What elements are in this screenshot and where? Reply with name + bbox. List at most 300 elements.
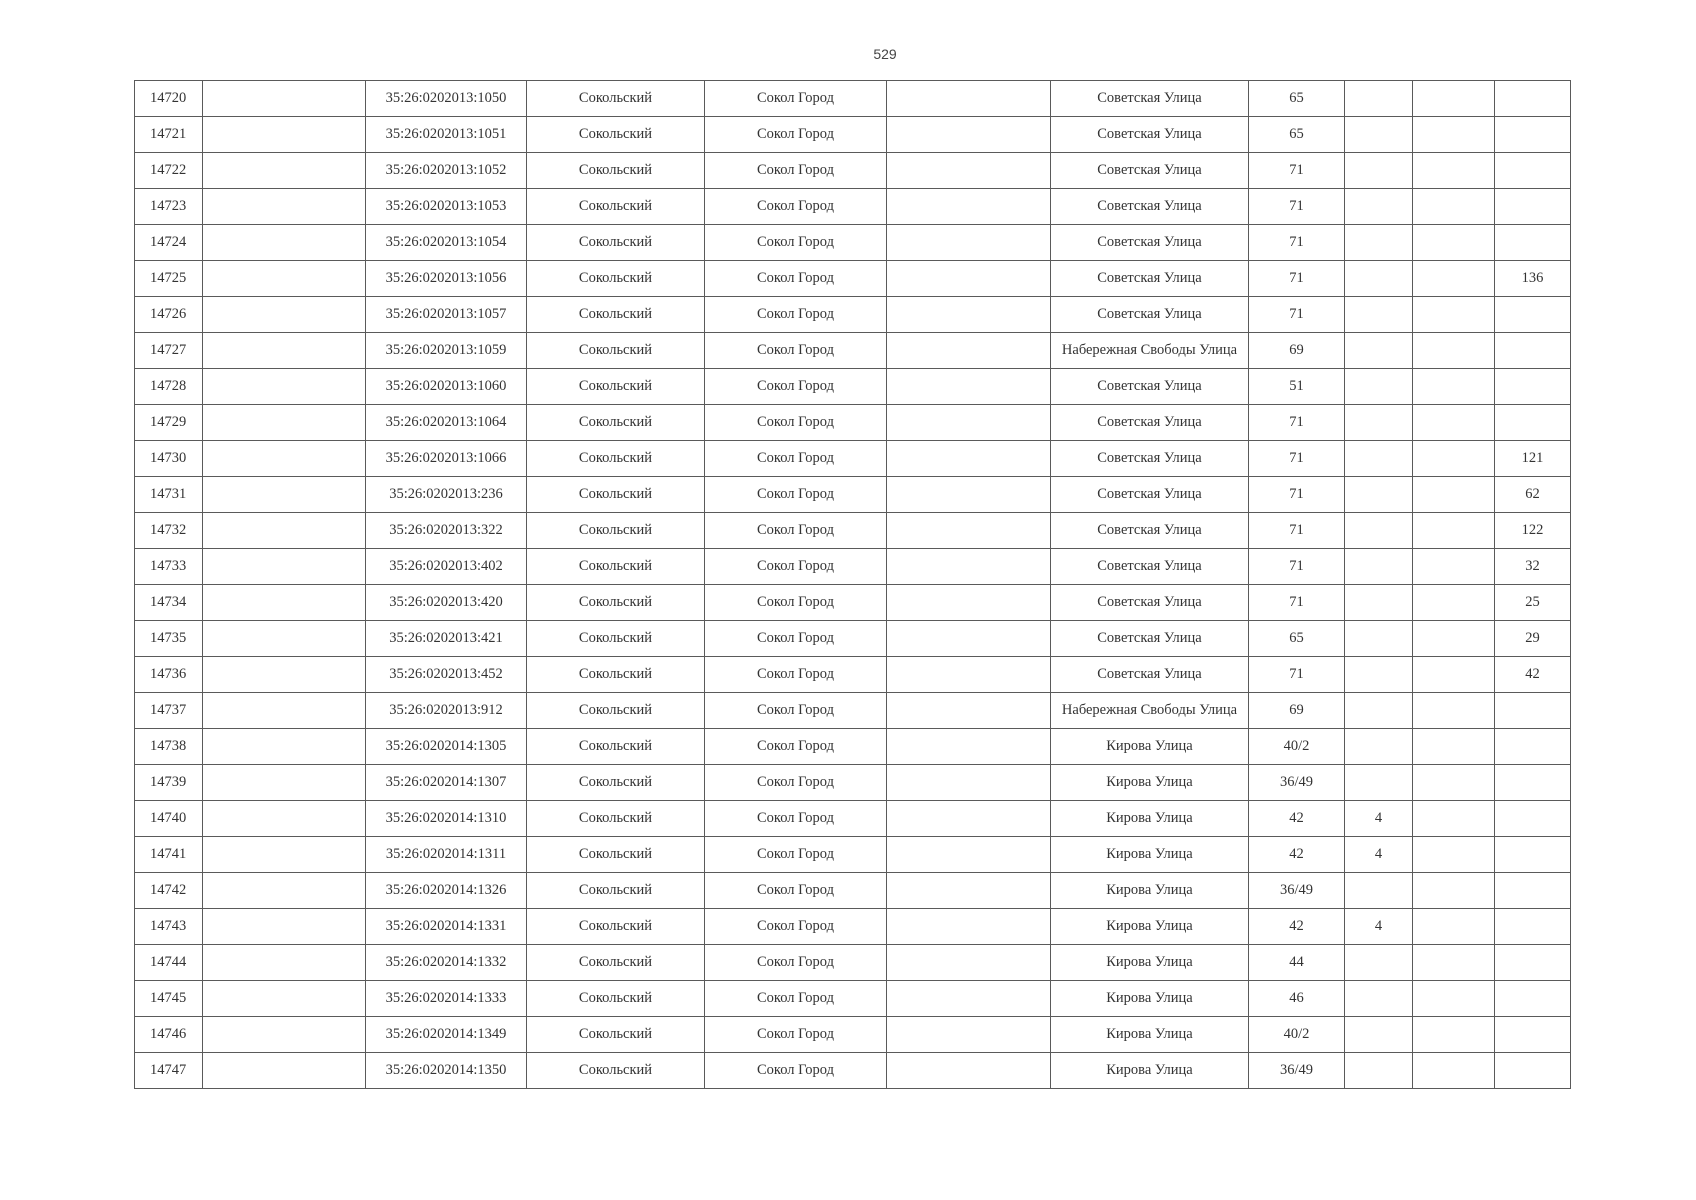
house-cell: 71 bbox=[1249, 405, 1345, 441]
house-cell: 69 bbox=[1249, 693, 1345, 729]
street-cell: Кирова Улица bbox=[1051, 945, 1249, 981]
cadastral-number-cell: 35:26:0202013:1054 bbox=[366, 225, 527, 261]
building-cell bbox=[1345, 225, 1413, 261]
table-row bbox=[135, 801, 1571, 837]
locality-cell: Сокол Город bbox=[705, 585, 887, 621]
locality-cell: Сокол Город bbox=[705, 513, 887, 549]
district-cell: Сокольский bbox=[527, 1017, 705, 1053]
building-cell bbox=[1345, 513, 1413, 549]
house-cell: 36/49 bbox=[1249, 873, 1345, 909]
street-cell: Советская Улица bbox=[1051, 513, 1249, 549]
street-cell: Советская Улица bbox=[1051, 549, 1249, 585]
empty-cell bbox=[1413, 729, 1495, 765]
table-row bbox=[135, 333, 1571, 369]
building-cell: 4 bbox=[1345, 909, 1413, 945]
empty-cell bbox=[887, 945, 1051, 981]
row-number-cell: 14723 bbox=[135, 189, 203, 225]
empty-cell bbox=[203, 945, 366, 981]
street-cell: Кирова Улица bbox=[1051, 837, 1249, 873]
table-row bbox=[135, 693, 1571, 729]
empty-cell bbox=[887, 657, 1051, 693]
row-number-cell: 14746 bbox=[135, 1017, 203, 1053]
empty-cell bbox=[1413, 801, 1495, 837]
row-number-cell: 14737 bbox=[135, 693, 203, 729]
empty-cell bbox=[887, 1053, 1051, 1089]
apartment-cell bbox=[1495, 909, 1571, 945]
empty-cell bbox=[887, 261, 1051, 297]
empty-cell bbox=[1413, 549, 1495, 585]
table-row bbox=[135, 297, 1571, 333]
empty-cell bbox=[1413, 909, 1495, 945]
building-cell bbox=[1345, 117, 1413, 153]
row-number-cell: 14745 bbox=[135, 981, 203, 1017]
empty-cell bbox=[1413, 621, 1495, 657]
cadastral-number-cell: 35:26:0202014:1332 bbox=[366, 945, 527, 981]
house-cell: 71 bbox=[1249, 189, 1345, 225]
house-cell: 71 bbox=[1249, 153, 1345, 189]
table-row bbox=[135, 549, 1571, 585]
building-cell bbox=[1345, 549, 1413, 585]
apartment-cell: 42 bbox=[1495, 657, 1571, 693]
empty-cell bbox=[1413, 585, 1495, 621]
cadastral-number-cell: 35:26:0202014:1349 bbox=[366, 1017, 527, 1053]
apartment-cell bbox=[1495, 333, 1571, 369]
empty-cell bbox=[887, 225, 1051, 261]
locality-cell: Сокол Город bbox=[705, 729, 887, 765]
table-row bbox=[135, 513, 1571, 549]
apartment-cell: 121 bbox=[1495, 441, 1571, 477]
street-cell: Кирова Улица bbox=[1051, 765, 1249, 801]
cadastral-number-cell: 35:26:0202013:452 bbox=[366, 657, 527, 693]
apartment-cell: 136 bbox=[1495, 261, 1571, 297]
cadastral-number-cell: 35:26:0202014:1310 bbox=[366, 801, 527, 837]
house-cell: 71 bbox=[1249, 477, 1345, 513]
row-number-cell: 14729 bbox=[135, 405, 203, 441]
district-cell: Сокольский bbox=[527, 585, 705, 621]
row-number-cell: 14722 bbox=[135, 153, 203, 189]
table-row bbox=[135, 1017, 1571, 1053]
locality-cell: Сокол Город bbox=[705, 693, 887, 729]
locality-cell: Сокол Город bbox=[705, 117, 887, 153]
empty-cell bbox=[203, 477, 366, 513]
apartment-cell: 29 bbox=[1495, 621, 1571, 657]
building-cell bbox=[1345, 981, 1413, 1017]
apartment-cell bbox=[1495, 873, 1571, 909]
row-number-cell: 14731 bbox=[135, 477, 203, 513]
row-number-cell: 14726 bbox=[135, 297, 203, 333]
building-cell bbox=[1345, 405, 1413, 441]
row-number-cell: 14739 bbox=[135, 765, 203, 801]
cadastral-number-cell: 35:26:0202013:421 bbox=[366, 621, 527, 657]
apartment-cell bbox=[1495, 153, 1571, 189]
locality-cell: Сокол Город bbox=[705, 873, 887, 909]
street-cell: Советская Улица bbox=[1051, 297, 1249, 333]
empty-cell bbox=[887, 909, 1051, 945]
locality-cell: Сокол Город bbox=[705, 1017, 887, 1053]
street-cell: Кирова Улица bbox=[1051, 1053, 1249, 1089]
empty-cell bbox=[887, 549, 1051, 585]
building-cell bbox=[1345, 333, 1413, 369]
empty-cell bbox=[1413, 693, 1495, 729]
empty-cell bbox=[1413, 513, 1495, 549]
house-cell: 69 bbox=[1249, 333, 1345, 369]
district-cell: Сокольский bbox=[527, 909, 705, 945]
row-number-cell: 14733 bbox=[135, 549, 203, 585]
locality-cell: Сокол Город bbox=[705, 477, 887, 513]
building-cell bbox=[1345, 369, 1413, 405]
house-cell: 42 bbox=[1249, 909, 1345, 945]
district-cell: Сокольский bbox=[527, 549, 705, 585]
empty-cell bbox=[203, 909, 366, 945]
table-row bbox=[135, 729, 1571, 765]
row-number-cell: 14747 bbox=[135, 1053, 203, 1089]
building-cell bbox=[1345, 765, 1413, 801]
empty-cell bbox=[887, 981, 1051, 1017]
street-cell: Советская Улица bbox=[1051, 441, 1249, 477]
street-cell: Советская Улица bbox=[1051, 117, 1249, 153]
street-cell: Советская Улица bbox=[1051, 477, 1249, 513]
table-row bbox=[135, 909, 1571, 945]
empty-cell bbox=[1413, 261, 1495, 297]
cadastral-number-cell: 35:26:0202013:322 bbox=[366, 513, 527, 549]
apartment-cell bbox=[1495, 945, 1571, 981]
apartment-cell bbox=[1495, 297, 1571, 333]
district-cell: Сокольский bbox=[527, 117, 705, 153]
house-cell: 71 bbox=[1249, 585, 1345, 621]
empty-cell bbox=[887, 513, 1051, 549]
building-cell bbox=[1345, 297, 1413, 333]
cadastral-number-cell: 35:26:0202013:1050 bbox=[366, 81, 527, 117]
empty-cell bbox=[1413, 981, 1495, 1017]
table-row bbox=[135, 441, 1571, 477]
row-number-cell: 14741 bbox=[135, 837, 203, 873]
house-cell: 40/2 bbox=[1249, 729, 1345, 765]
building-cell bbox=[1345, 477, 1413, 513]
apartment-cell: 122 bbox=[1495, 513, 1571, 549]
street-cell: Советская Улица bbox=[1051, 189, 1249, 225]
apartment-cell bbox=[1495, 117, 1571, 153]
building-cell bbox=[1345, 729, 1413, 765]
empty-cell bbox=[203, 261, 366, 297]
apartment-cell bbox=[1495, 225, 1571, 261]
empty-cell bbox=[1413, 1053, 1495, 1089]
house-cell: 71 bbox=[1249, 441, 1345, 477]
table-row bbox=[135, 873, 1571, 909]
table-row bbox=[135, 945, 1571, 981]
house-cell: 65 bbox=[1249, 117, 1345, 153]
cadastral-number-cell: 35:26:0202014:1350 bbox=[366, 1053, 527, 1089]
district-cell: Сокольский bbox=[527, 441, 705, 477]
row-number-cell: 14735 bbox=[135, 621, 203, 657]
empty-cell bbox=[887, 1017, 1051, 1053]
empty-cell bbox=[1413, 117, 1495, 153]
empty-cell bbox=[203, 333, 366, 369]
table-row bbox=[135, 621, 1571, 657]
empty-cell bbox=[887, 189, 1051, 225]
street-cell: Советская Улица bbox=[1051, 81, 1249, 117]
locality-cell: Сокол Город bbox=[705, 441, 887, 477]
empty-cell bbox=[203, 405, 366, 441]
empty-cell bbox=[203, 693, 366, 729]
row-number-cell: 14740 bbox=[135, 801, 203, 837]
locality-cell: Сокол Город bbox=[705, 1053, 887, 1089]
apartment-cell bbox=[1495, 801, 1571, 837]
apartment-cell bbox=[1495, 189, 1571, 225]
apartment-cell bbox=[1495, 405, 1571, 441]
locality-cell: Сокол Город bbox=[705, 801, 887, 837]
apartment-cell bbox=[1495, 1053, 1571, 1089]
house-cell: 40/2 bbox=[1249, 1017, 1345, 1053]
house-cell: 42 bbox=[1249, 837, 1345, 873]
row-number-cell: 14744 bbox=[135, 945, 203, 981]
empty-cell bbox=[1413, 873, 1495, 909]
street-cell: Советская Улица bbox=[1051, 153, 1249, 189]
district-cell: Сокольский bbox=[527, 405, 705, 441]
empty-cell bbox=[887, 117, 1051, 153]
cadastral-number-cell: 35:26:0202013:1053 bbox=[366, 189, 527, 225]
cadastral-number-cell: 35:26:0202014:1326 bbox=[366, 873, 527, 909]
empty-cell bbox=[1413, 657, 1495, 693]
district-cell: Сокольский bbox=[527, 225, 705, 261]
empty-cell bbox=[1413, 153, 1495, 189]
cadastral-number-cell: 35:26:0202014:1333 bbox=[366, 981, 527, 1017]
row-number-cell: 14725 bbox=[135, 261, 203, 297]
empty-cell bbox=[887, 585, 1051, 621]
apartment-cell: 25 bbox=[1495, 585, 1571, 621]
building-cell bbox=[1345, 261, 1413, 297]
district-cell: Сокольский bbox=[527, 261, 705, 297]
district-cell: Сокольский bbox=[527, 837, 705, 873]
house-cell: 44 bbox=[1249, 945, 1345, 981]
building-cell bbox=[1345, 873, 1413, 909]
empty-cell bbox=[203, 585, 366, 621]
house-cell: 42 bbox=[1249, 801, 1345, 837]
apartment-cell bbox=[1495, 369, 1571, 405]
district-cell: Сокольский bbox=[527, 765, 705, 801]
locality-cell: Сокол Город bbox=[705, 405, 887, 441]
empty-cell bbox=[203, 801, 366, 837]
apartment-cell bbox=[1495, 981, 1571, 1017]
building-cell: 4 bbox=[1345, 837, 1413, 873]
locality-cell: Сокол Город bbox=[705, 225, 887, 261]
empty-cell bbox=[887, 333, 1051, 369]
empty-cell bbox=[887, 729, 1051, 765]
apartment-cell: 32 bbox=[1495, 549, 1571, 585]
locality-cell: Сокол Город bbox=[705, 297, 887, 333]
building-cell bbox=[1345, 1017, 1413, 1053]
row-number-cell: 14727 bbox=[135, 333, 203, 369]
table-row bbox=[135, 189, 1571, 225]
empty-cell bbox=[203, 549, 366, 585]
empty-cell bbox=[203, 189, 366, 225]
row-number-cell: 14730 bbox=[135, 441, 203, 477]
table-row bbox=[135, 225, 1571, 261]
row-number-cell: 14736 bbox=[135, 657, 203, 693]
street-cell: Советская Улица bbox=[1051, 657, 1249, 693]
street-cell: Советская Улица bbox=[1051, 621, 1249, 657]
empty-cell bbox=[887, 297, 1051, 333]
empty-cell bbox=[203, 621, 366, 657]
empty-cell bbox=[887, 621, 1051, 657]
locality-cell: Сокол Город bbox=[705, 657, 887, 693]
street-cell: Советская Улица bbox=[1051, 369, 1249, 405]
district-cell: Сокольский bbox=[527, 297, 705, 333]
building-cell: 4 bbox=[1345, 801, 1413, 837]
cadastral-number-cell: 35:26:0202013:1066 bbox=[366, 441, 527, 477]
table-row bbox=[135, 981, 1571, 1017]
district-cell: Сокольский bbox=[527, 1053, 705, 1089]
row-number-cell: 14720 bbox=[135, 81, 203, 117]
table-row bbox=[135, 369, 1571, 405]
locality-cell: Сокол Город bbox=[705, 333, 887, 369]
street-cell: Набережная Свободы Улица bbox=[1051, 333, 1249, 369]
table-row bbox=[135, 477, 1571, 513]
district-cell: Сокольский bbox=[527, 153, 705, 189]
table-row bbox=[135, 657, 1571, 693]
empty-cell bbox=[887, 369, 1051, 405]
street-cell: Кирова Улица bbox=[1051, 873, 1249, 909]
empty-cell bbox=[1413, 81, 1495, 117]
district-cell: Сокольский bbox=[527, 333, 705, 369]
row-number-cell: 14721 bbox=[135, 117, 203, 153]
locality-cell: Сокол Город bbox=[705, 981, 887, 1017]
empty-cell bbox=[887, 837, 1051, 873]
row-number-cell: 14738 bbox=[135, 729, 203, 765]
table-row bbox=[135, 1053, 1571, 1089]
locality-cell: Сокол Город bbox=[705, 81, 887, 117]
table-row bbox=[135, 837, 1571, 873]
empty-cell bbox=[203, 873, 366, 909]
cadastral-number-cell: 35:26:0202013:1056 bbox=[366, 261, 527, 297]
cadastral-number-cell: 35:26:0202013:420 bbox=[366, 585, 527, 621]
house-cell: 71 bbox=[1249, 513, 1345, 549]
row-number-cell: 14743 bbox=[135, 909, 203, 945]
empty-cell bbox=[1413, 225, 1495, 261]
cadastral-number-cell: 35:26:0202014:1305 bbox=[366, 729, 527, 765]
street-cell: Советская Улица bbox=[1051, 585, 1249, 621]
cadastral-number-cell: 35:26:0202014:1311 bbox=[366, 837, 527, 873]
district-cell: Сокольский bbox=[527, 477, 705, 513]
district-cell: Сокольский bbox=[527, 81, 705, 117]
district-cell: Сокольский bbox=[527, 189, 705, 225]
district-cell: Сокольский bbox=[527, 513, 705, 549]
street-cell: Советская Улица bbox=[1051, 405, 1249, 441]
row-number-cell: 14728 bbox=[135, 369, 203, 405]
cadastral-number-cell: 35:26:0202014:1307 bbox=[366, 765, 527, 801]
cadastral-number-cell: 35:26:0202013:1064 bbox=[366, 405, 527, 441]
empty-cell bbox=[203, 225, 366, 261]
row-number-cell: 14724 bbox=[135, 225, 203, 261]
table-row bbox=[135, 405, 1571, 441]
apartment-cell bbox=[1495, 693, 1571, 729]
cadastral-number-cell: 35:26:0202014:1331 bbox=[366, 909, 527, 945]
locality-cell: Сокол Город bbox=[705, 369, 887, 405]
building-cell bbox=[1345, 657, 1413, 693]
district-cell: Сокольский bbox=[527, 729, 705, 765]
street-cell: Кирова Улица bbox=[1051, 981, 1249, 1017]
street-cell: Кирова Улица bbox=[1051, 729, 1249, 765]
empty-cell bbox=[203, 513, 366, 549]
empty-cell bbox=[203, 369, 366, 405]
empty-cell bbox=[203, 153, 366, 189]
house-cell: 71 bbox=[1249, 657, 1345, 693]
table-row bbox=[135, 81, 1571, 117]
street-cell: Советская Улица bbox=[1051, 261, 1249, 297]
page-number: 529 bbox=[873, 46, 897, 62]
district-cell: Сокольский bbox=[527, 945, 705, 981]
district-cell: Сокольский bbox=[527, 981, 705, 1017]
house-cell: 65 bbox=[1249, 81, 1345, 117]
apartment-cell bbox=[1495, 729, 1571, 765]
street-cell: Набережная Свободы Улица bbox=[1051, 693, 1249, 729]
house-cell: 36/49 bbox=[1249, 1053, 1345, 1089]
building-cell bbox=[1345, 693, 1413, 729]
locality-cell: Сокол Город bbox=[705, 189, 887, 225]
empty-cell bbox=[1413, 369, 1495, 405]
empty-cell bbox=[1413, 945, 1495, 981]
empty-cell bbox=[887, 801, 1051, 837]
apartment-cell: 62 bbox=[1495, 477, 1571, 513]
empty-cell bbox=[203, 297, 366, 333]
house-cell: 71 bbox=[1249, 549, 1345, 585]
empty-cell bbox=[203, 1053, 366, 1089]
cadastral-number-cell: 35:26:0202013:1057 bbox=[366, 297, 527, 333]
registry-table bbox=[134, 80, 1571, 1089]
street-cell: Кирова Улица bbox=[1051, 801, 1249, 837]
empty-cell bbox=[887, 693, 1051, 729]
district-cell: Сокольский bbox=[527, 801, 705, 837]
cadastral-number-cell: 35:26:0202013:1052 bbox=[366, 153, 527, 189]
locality-cell: Сокол Город bbox=[705, 837, 887, 873]
cadastral-number-cell: 35:26:0202013:1051 bbox=[366, 117, 527, 153]
district-cell: Сокольский bbox=[527, 873, 705, 909]
house-cell: 65 bbox=[1249, 621, 1345, 657]
empty-cell bbox=[203, 117, 366, 153]
locality-cell: Сокол Город bbox=[705, 909, 887, 945]
building-cell bbox=[1345, 189, 1413, 225]
locality-cell: Сокол Город bbox=[705, 153, 887, 189]
empty-cell bbox=[203, 837, 366, 873]
row-number-cell: 14734 bbox=[135, 585, 203, 621]
row-number-cell: 14732 bbox=[135, 513, 203, 549]
empty-cell bbox=[887, 81, 1051, 117]
building-cell bbox=[1345, 585, 1413, 621]
house-cell: 71 bbox=[1249, 297, 1345, 333]
empty-cell bbox=[887, 153, 1051, 189]
empty-cell bbox=[1413, 189, 1495, 225]
empty-cell bbox=[1413, 765, 1495, 801]
table-row bbox=[135, 585, 1571, 621]
house-cell: 71 bbox=[1249, 225, 1345, 261]
table-row bbox=[135, 153, 1571, 189]
street-cell: Кирова Улица bbox=[1051, 1017, 1249, 1053]
empty-cell bbox=[1413, 1017, 1495, 1053]
apartment-cell bbox=[1495, 765, 1571, 801]
empty-cell bbox=[203, 441, 366, 477]
building-cell bbox=[1345, 441, 1413, 477]
empty-cell bbox=[1413, 405, 1495, 441]
house-cell: 36/49 bbox=[1249, 765, 1345, 801]
cadastral-number-cell: 35:26:0202013:402 bbox=[366, 549, 527, 585]
table-body bbox=[135, 81, 1571, 1089]
cadastral-number-cell: 35:26:0202013:1059 bbox=[366, 333, 527, 369]
row-number-cell: 14742 bbox=[135, 873, 203, 909]
empty-cell bbox=[203, 765, 366, 801]
district-cell: Сокольский bbox=[527, 693, 705, 729]
locality-cell: Сокол Город bbox=[705, 261, 887, 297]
empty-cell bbox=[203, 981, 366, 1017]
district-cell: Сокольский bbox=[527, 369, 705, 405]
